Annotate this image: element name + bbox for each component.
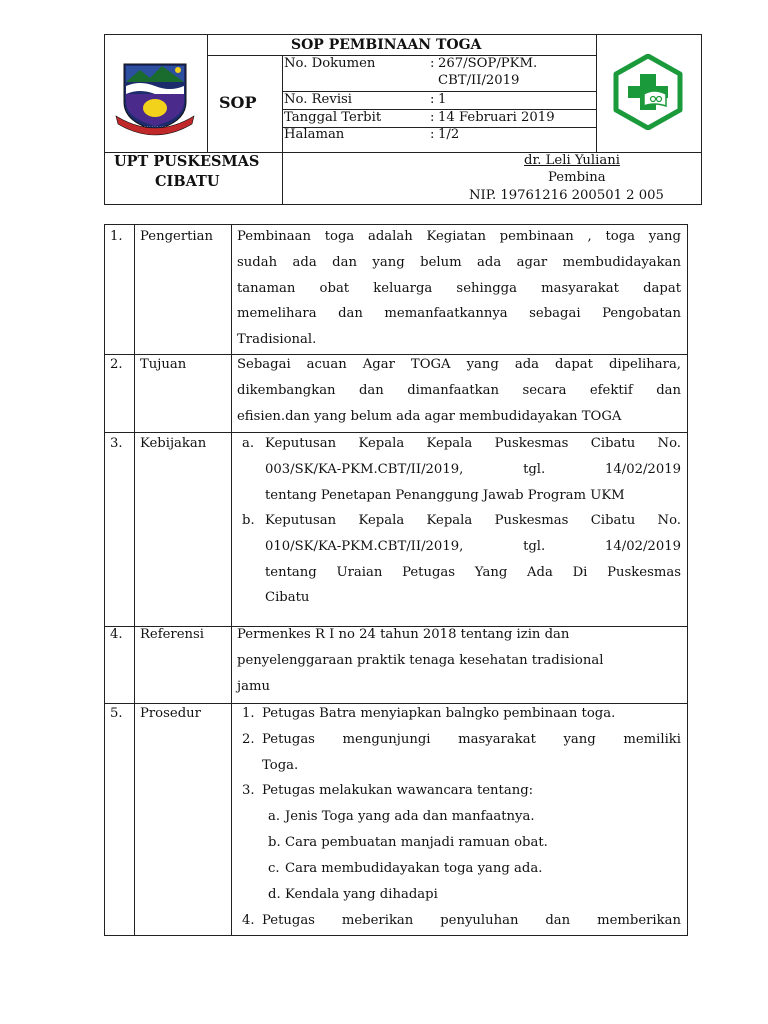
step-marker: 1. <box>242 706 255 721</box>
text-line: Petugas meberikan penyuluhan dan memberikan <box>262 913 681 928</box>
puskesmas-logo-icon <box>610 54 686 130</box>
text-line: penyelenggaraan praktik tenaga kesehatan tradisional <box>237 652 604 668</box>
text-line: memelihara dan memanfaatkannya sebagai Pengobatan <box>237 306 681 322</box>
issue-date-colon: : <box>430 110 435 125</box>
org-name-line2: CIBATU <box>155 173 220 190</box>
text-line: Petugas Batra menyiapkan balngko pembinaan toga. <box>262 706 616 721</box>
procedure-sub-step: Cara membudidayakan toga yang ada. <box>285 861 543 876</box>
page-label: Halaman <box>284 127 345 142</box>
list-marker: a. <box>242 436 255 451</box>
page-colon: : <box>430 127 435 142</box>
section-reference-text <box>237 622 681 699</box>
section-label: Prosedur <box>140 706 201 721</box>
document-title: SOP PEMBINAAN TOGA <box>291 37 482 53</box>
section-label: Referensi <box>140 627 205 642</box>
text-line: tanaman obat keluarga sehingga masyarakat dapat <box>237 280 681 296</box>
text-line: Cibatu <box>265 590 310 606</box>
doc-number-label: No. Dokumen <box>284 56 376 71</box>
text-line: Petugas mengunjungi masyarakat yang memiliki <box>262 732 681 747</box>
procedure-step <box>262 701 681 727</box>
org-name-line1: UPT PUSKESMAS <box>114 153 260 170</box>
section-definition-text <box>237 224 681 353</box>
text-line: efisien.dan yang belum ada agar membudidayakan TOGA <box>237 408 622 424</box>
step-marker: 4. <box>242 913 255 928</box>
signer-nip: NIP. 19761216 200501 2 005 <box>469 188 664 203</box>
procedure-sub-step: Cara pembuatan manjadi ramuan obat. <box>285 835 548 850</box>
text-line: tentang Uraian Petugas Yang Ada Di Puskesmas <box>265 564 681 580</box>
procedure-sub-step: Jenis Toga yang ada dan manfaatnya. <box>285 809 535 824</box>
text-line: Sebagai acuan Agar TOGA yang ada dapat dipelihara, <box>237 357 681 372</box>
doc-number-colon: : <box>430 56 435 71</box>
text-line: Petugas melakukan wawancara tentang: <box>262 783 534 798</box>
revision-colon: : <box>430 92 435 107</box>
procedure-step <box>262 778 681 804</box>
revision-value: 1 <box>438 92 447 107</box>
sub-step-marker: d. <box>268 887 281 902</box>
issue-date-value: 14 Februari 2019 <box>438 110 555 125</box>
text-line: jamu <box>237 678 270 694</box>
section-number: 3. <box>110 436 123 451</box>
section-number: 4. <box>110 627 123 642</box>
step-marker: 2. <box>242 732 255 747</box>
list-marker: b. <box>242 513 255 528</box>
section-number: 2. <box>110 357 123 372</box>
sop-label: SOP <box>219 93 257 112</box>
sub-step-marker: b. <box>268 835 281 850</box>
text-line: Permenkes R I no 24 tahun 2018 tentang izin dan <box>237 627 570 642</box>
revision-label: No. Revisi <box>284 92 353 107</box>
doc-number-value-2: CBT/II/2019 <box>438 73 520 88</box>
procedure-sub-step: Kendala yang dihadapi <box>285 887 438 902</box>
sub-step-marker: a. <box>268 809 281 824</box>
text-line: dikembangkan dan dimanfaatkan secara efektif dan <box>237 382 681 398</box>
procedure-step <box>262 727 681 779</box>
sub-step-marker: c. <box>268 861 280 876</box>
text-line: 010/SK/KA-PKM.CBT/II/2019, tgl. 14/02/2019 <box>265 538 681 554</box>
signer-role: Pembina <box>548 170 606 185</box>
regency-crest-icon <box>112 52 198 138</box>
text-line: Keputusan Kepala Kepala Puskesmas Cibatu No. <box>265 513 681 528</box>
text-line: Tradisional. <box>237 332 317 348</box>
section-number: 1. <box>110 229 123 244</box>
issue-date-label: Tanggal Terbit <box>284 110 382 125</box>
signer-name: dr. Leli Yuliani <box>524 153 620 168</box>
section-purpose-text <box>237 352 681 429</box>
policy-item-b <box>265 508 681 611</box>
text-line: Pembinaan toga adalah Kegiatan pembinaan , toga yang <box>237 229 681 244</box>
policy-item-a <box>265 431 681 508</box>
procedure-step <box>262 908 681 934</box>
section-label: Kebijakan <box>140 436 207 451</box>
step-marker: 3. <box>242 783 255 798</box>
text-line: tentang Penetapan Penanggung Jawab Program UKM <box>265 487 625 503</box>
section-number: 5. <box>110 706 123 721</box>
text-line: 003/SK/KA-PKM.CBT/II/2019, tgl. 14/02/2019 <box>265 461 681 477</box>
section-label: Tujuan <box>140 357 187 372</box>
text-line: Toga. <box>262 757 299 773</box>
doc-number-value: 267/SOP/PKM. <box>438 56 538 71</box>
text-line: sudah ada dan yang belum ada agar membudidayakan <box>237 254 681 270</box>
section-label: Pengertian <box>140 229 214 244</box>
text-line: Keputusan Kepala Kepala Puskesmas Cibatu No. <box>265 436 681 451</box>
svg-text:· · · · · · · · ·: · · · · · · · · · <box>144 124 166 129</box>
page-value: 1/2 <box>438 127 460 142</box>
